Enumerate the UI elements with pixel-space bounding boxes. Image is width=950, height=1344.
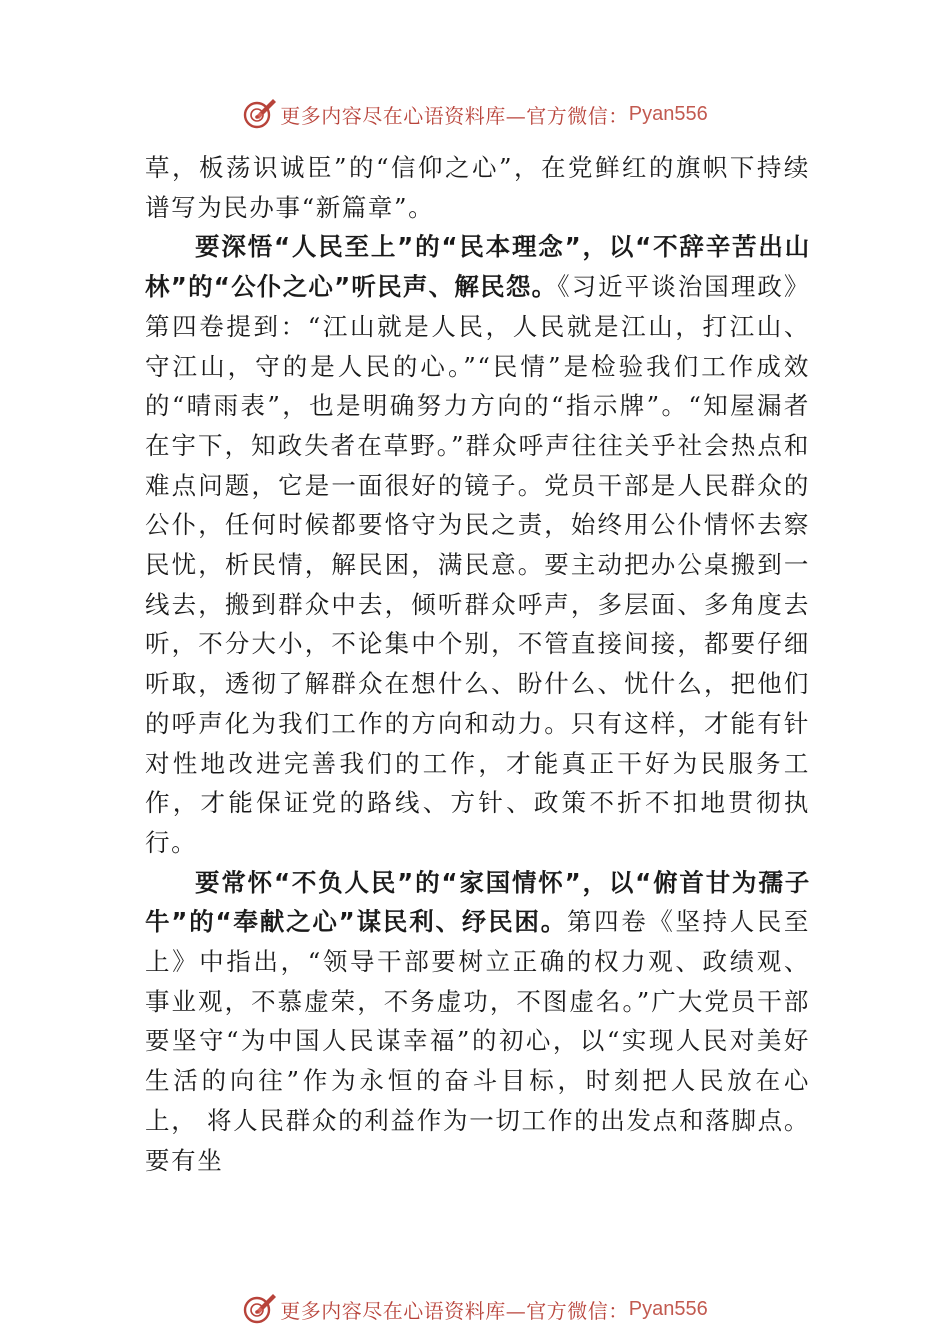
paragraph-1-text: 草，板荡识诚臣”的“信仰之心”，在党鲜红的旗帜下持续谱写为民办事“新篇章”。 xyxy=(145,153,810,222)
footer-banner xyxy=(0,1289,950,1329)
paragraph-2 xyxy=(145,227,810,862)
pen-nib-logo-icon xyxy=(242,96,278,132)
paragraph-3 xyxy=(145,863,810,1181)
paragraph-3-text: 第四卷《坚持人民至上》中指出，“领导干部要树立正确的权力观、政绩观、 事业观，不慕虚荣，不务虚功，不图虚名。”广大党员干部要坚守“为中国人民谋幸福”的初心，以“实现人民对美好生活的向往”作为永恒的奋斗目标，时刻把人民放在心上， 将人民群众的利益作为一切工作的出发点和落脚点。要有坐 xyxy=(145,907,811,1175)
document-body xyxy=(145,148,810,1180)
pen-nib-logo-icon xyxy=(242,1291,278,1327)
header-banner-text: 更多内容尽在心语资料库—官方微信： xyxy=(280,103,629,128)
paragraph-1 xyxy=(145,148,810,227)
header-wechat-id: Pyan556 xyxy=(628,102,708,125)
paragraph-2-text: 《习近平谈治国理政》第四卷提到：“江山就是人民，人民就是江山，打江山、守江山，守的是人民的心。”“民情”是检验我们工作成效的“晴雨表”，也是明确努力方向的“指示牌”。“知屋漏者在宇下，知政失者在草野。”群众呼声往往关乎社会热点和难点问题，它是一面很好的镜子。党员干部是人民群众的公仆，任何时候都要恪守为民之责，始终用公仆情怀去察民忧，析民情，解民困，满民意。要主动把办公桌搬到一线去，搬到群众中去，倾听群众呼声，多层面、多角度去听，不分大小，不论集中个别，不管直接间接，都要仔细听取，透彻了解群众在想什么、盼什么、忧什么，把他们的呼声化为我们工作的方向和动力。只有这样，才能有针对性地改进完善我们的工作，才能真正干好为民服务工作，才能保证党的路线、方针、政策不折不扣地贯彻执行。 xyxy=(145,272,811,857)
header-banner xyxy=(0,94,950,134)
paragraph-3-heading: 要常怀“不负人民”的“家国情怀”，以“俯首甘为孺子牛”的“奉献之心”谋民利、纾民困。 xyxy=(145,867,810,937)
footer-wechat-id: Pyan556 xyxy=(628,1297,708,1320)
paragraph-2-heading: 要深悟“人民至上”的“民本理念”，以“不辞辛苦出山林”的“公仆之心”听民声、解民怨。 xyxy=(145,232,810,302)
footer-banner-text: 更多内容尽在心语资料库—官方微信： xyxy=(280,1298,629,1323)
